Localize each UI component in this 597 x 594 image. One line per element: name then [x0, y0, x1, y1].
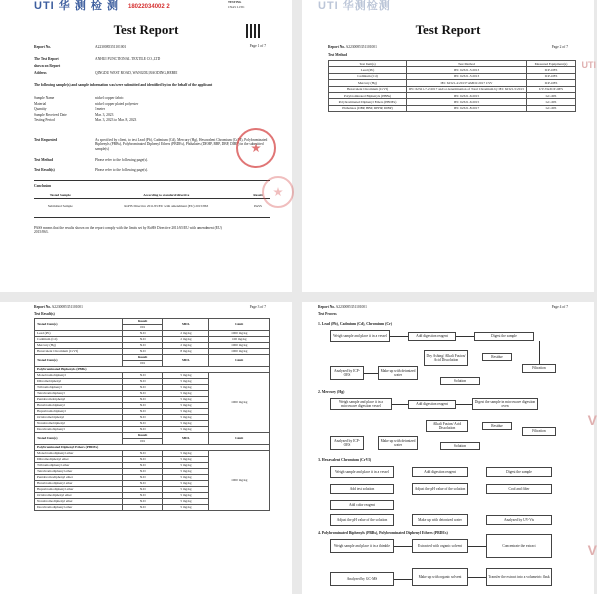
table-cell: N.D	[123, 403, 163, 409]
report-no-line	[318, 305, 367, 309]
report-page-4	[302, 302, 597, 594]
table-cell: 1000 mg/kg	[209, 349, 270, 355]
flow-box: Make up with deionized water	[378, 436, 418, 450]
table-cell: 8 mg/kg	[163, 349, 209, 355]
flow-box: Weigh sample and place it in a vessel	[330, 330, 390, 342]
sample-value: Mar. 3, 2023 to Mar. 8, 2023	[95, 118, 137, 123]
table-cell: N.D	[123, 505, 163, 511]
flow-arrow	[456, 404, 472, 405]
report-no-line	[328, 45, 377, 49]
table-cell: Phthalates (DBP, BBP, DEHP, DIBP)	[329, 105, 407, 111]
table-cell: 5 mg/kg	[163, 463, 209, 469]
report-no-line	[34, 305, 83, 309]
table-cell: Polybrominated Biphenyls (PBBs)	[329, 92, 407, 98]
table-cell: GC-MS	[527, 105, 576, 111]
col-header-mdl: MDL	[163, 355, 209, 367]
sample-value: 1meter	[95, 107, 105, 112]
table-cell: Cadmium (Cd)	[329, 73, 407, 79]
table-cell: N.D	[123, 415, 163, 421]
results-table	[34, 318, 270, 511]
table-cell: Hexavalent Chromium (CrVI)	[329, 86, 407, 92]
watermark-edge: V	[587, 542, 597, 558]
table-cell: 5 mg/kg	[163, 475, 209, 481]
sample-label: Quantity	[34, 107, 47, 112]
table-cell: Tetrabromobiphenyl	[35, 391, 123, 397]
page-number: Page 3 of 7	[249, 305, 266, 309]
test-requested-text: As specified by client, to test Lead (Pb), Cadmium (Cd), Mercury (Hg), Hexavalent Chromium (CrVI), Polybrominated Biphenyls (PBBs), Polybrominated Diphenyl Ethers (PBDEs), Phthalates (DEHP, BBP, DBP, DIBP) in the submitted sample(s)	[95, 138, 268, 151]
table-cell: 100 mg/kg	[209, 337, 270, 343]
flow-box: Digest the sample	[474, 332, 534, 341]
table-cell: 5 mg/kg	[163, 427, 209, 433]
field-value: ANHUI FUNCTIONAL TEXTILE CO.,LTD	[95, 57, 161, 61]
flow-arrow	[364, 373, 378, 374]
table-cell: Cadmium (Cd)	[35, 337, 123, 343]
table-cell: N.D	[123, 481, 163, 487]
table-cell: 1000 mg/kg	[209, 373, 270, 433]
flow-box: Analyzed by ICP-OES	[330, 436, 364, 450]
table-cell: Nonabromodiphenyl ether	[35, 499, 123, 505]
col-header-result: Result	[123, 355, 163, 361]
table-cell: Tetrabromodiphenyl ether	[35, 469, 123, 475]
process-heading-3: 3. Hexavalent Chromium (CrVI)	[318, 458, 372, 462]
cnas-mark: CNAS L1351	[228, 5, 245, 9]
conclusion-header: Tested Sample	[49, 192, 71, 197]
table-cell: N.D	[123, 457, 163, 463]
flow-box: Analyzed by GC-MS	[330, 572, 394, 586]
flow-box: Solution	[440, 377, 480, 385]
table-cell: Dibromodiphenyl ether	[35, 457, 123, 463]
table-cell: 5 mg/kg	[163, 391, 209, 397]
table-cell: GC-MS	[527, 92, 576, 98]
col-header-mdl: MDL	[163, 433, 209, 445]
flow-box: Solution	[440, 442, 480, 450]
table-cell: N.D	[123, 343, 163, 349]
table-cell: N.D	[123, 391, 163, 397]
table-cell: 5 mg/kg	[163, 499, 209, 505]
flow-box: Make up with organic solvent	[412, 568, 468, 586]
flow-box: Alkali Fusion/ Acid Dissolution	[426, 420, 468, 432]
test-method-table	[328, 60, 576, 112]
table-cell: N.D	[123, 385, 163, 391]
table-cell: Tribromobiphenyl	[35, 385, 123, 391]
conclusion-header: According to standard/directive	[143, 192, 190, 197]
test-requested-label: Test Requested	[34, 138, 58, 142]
table-cell: 5 mg/kg	[163, 403, 209, 409]
conclusion-cell: Submitted Sample	[47, 203, 73, 208]
table-cell: 5 mg/kg	[163, 487, 209, 493]
flow-box: Add test solution	[330, 484, 394, 494]
table-cell: ICP-OES	[527, 73, 576, 79]
col-header-limit: Limit	[209, 433, 270, 445]
col-header-result: Result	[123, 433, 163, 439]
field-label: Address	[34, 71, 47, 75]
flow-box: Weigh sample and place it in a vessel	[330, 466, 394, 478]
report-no-value: A2230085351101001	[345, 45, 377, 49]
col-header-result: Result	[123, 319, 163, 325]
table-cell: 2 mg/kg	[163, 337, 209, 343]
table-cell: N.D	[123, 331, 163, 337]
brand-logo: UTI 华 测 检 测	[34, 0, 119, 12]
table-cell: Monobromodiphenyl ether	[35, 451, 123, 457]
page-number: Page 2 of 7	[551, 45, 568, 49]
report-no-value: A2230085351101001	[51, 305, 83, 309]
flow-arrow	[392, 404, 408, 405]
table-cell: N.D	[123, 487, 163, 493]
flow-box: Add digestion reagent	[408, 400, 456, 409]
table-cell: 5 mg/kg	[163, 385, 209, 391]
table-cell: IEC 62321-6:2015	[407, 99, 527, 105]
table-cell: N.D	[123, 451, 163, 457]
col-header-sample: 001	[123, 361, 163, 367]
field-value: A2230085351101001	[95, 45, 127, 49]
flow-box: Filtration	[522, 364, 556, 373]
field-label: Report No.	[34, 45, 51, 49]
table-row	[329, 105, 576, 111]
divider	[34, 180, 270, 181]
conclusion-cell: RoHS Directive 2011/65/EU with amendment (EU) 2015/863	[124, 203, 209, 208]
table-cell: 5 mg/kg	[163, 469, 209, 475]
table-cell: IEC 62321-7-2:2017 and/or determination of Total Chromium by IEC 62321-5:2013	[407, 86, 527, 92]
table-cell: 5 mg/kg	[163, 505, 209, 511]
flow-box: Transfer the extract into a volumetric flask	[486, 568, 552, 586]
test-method-label: Test Method	[34, 158, 54, 162]
process-heading-1: 1. Lead (Pb), Cadmium (Cd), Chromium (Cr)	[318, 322, 393, 326]
table-cell: Lead (Pb)	[329, 67, 407, 73]
flow-arrow	[539, 341, 540, 364]
flow-box: Adjust the pH value of the solution	[330, 514, 394, 526]
sample-label: Sample Name	[34, 96, 55, 100]
table-cell: 5 mg/kg	[163, 415, 209, 421]
table-cell: N.D	[123, 475, 163, 481]
table-cell: N.D	[123, 469, 163, 475]
sample-value: nickel copper fabric	[95, 96, 124, 100]
flow-box: Adjust the pH value of the solution	[412, 483, 468, 495]
conclusion-label: Conclusion	[34, 184, 52, 188]
process-heading-4: 4. Polybrominated Biphenyls (PBBs), Polybrominated Diphenyl Ethers (PBDEs)	[318, 531, 448, 535]
table-cell: N.D	[123, 379, 163, 385]
pass-note: PASS means that the results shown on the report comply with the limits set by RoHS Directive 2011/65/EU with amendment (EU) 2015/863.	[34, 226, 222, 235]
report-no-value: A2230085351101001	[335, 305, 367, 309]
table-header: Measured Equipment(s)	[527, 61, 576, 67]
report-page-3	[0, 302, 292, 594]
table-cell: Hexavalent Chromium (CrVI)	[35, 349, 123, 355]
table-cell: Pentabromodiphenyl ether	[35, 475, 123, 481]
table-cell: N.D	[123, 499, 163, 505]
table-cell: 5 mg/kg	[163, 481, 209, 487]
flow-arrow	[456, 336, 474, 337]
col-header-sample: 001	[123, 325, 163, 331]
sample-label: Material	[34, 101, 47, 106]
table-cell: IEC 62321-4:2013+AMD1:2017 CSV	[407, 80, 527, 86]
table-cell: UV-Vis/ICP-OES	[527, 86, 576, 92]
table-cell: Pentabromobiphenyl	[35, 397, 123, 403]
col-header-item: Tested Item(s)	[35, 319, 123, 331]
table-cell: ICP-OES	[527, 80, 576, 86]
table-cell: N.D	[123, 409, 163, 415]
test-results-label: Test Result(s)	[34, 168, 55, 172]
section-title: Test Method	[328, 53, 348, 57]
table-cell: N.D	[123, 397, 163, 403]
table-cell: 5 mg/kg	[163, 451, 209, 457]
col-header-limit: Limit	[209, 319, 270, 331]
table-cell: Hexabromodiphenyl ether	[35, 481, 123, 487]
table-cell: Heptabromodiphenyl ether	[35, 487, 123, 493]
conclusion-header: Result	[253, 192, 263, 197]
flow-arrow	[468, 577, 486, 578]
flow-box: Weigh sample and place it in a thimble	[330, 539, 394, 553]
brand-logo: UTI 华测检测	[318, 0, 391, 12]
report-page-2	[302, 0, 594, 292]
table-cell: IEC 62321-5:2013	[407, 73, 527, 79]
flow-arrow	[468, 546, 486, 547]
sample-value: Mar. 3, 2023	[95, 112, 114, 117]
report-no-label: Report No.	[318, 305, 335, 309]
flow-box: Add digestion reagent	[412, 467, 468, 477]
table-cell: 5 mg/kg	[163, 493, 209, 499]
table-cell: Monobromobiphenyl	[35, 373, 123, 379]
applicant-note: The following sample(s) and sample information was/were submitted and identified by/on the behalf of the applicant	[34, 83, 213, 87]
table-header: Test Item(s)	[329, 61, 407, 67]
flow-box: Weigh sample and place it in a microwave digestion vessel	[330, 398, 392, 410]
test-method-text: Please refer to the following page(s).	[95, 158, 149, 162]
flow-box: Cool and filter	[486, 484, 552, 494]
col-header-item: Tested Item(s)	[35, 433, 123, 445]
flow-box: Digest the sample in microwave digestion oven	[472, 398, 538, 410]
table-cell: 1000 mg/kg	[209, 343, 270, 349]
test-results-text: Please refer to the following page(s).	[95, 168, 149, 172]
phone-banner: 18022034002 2	[128, 4, 170, 10]
table-cell: Dibromobiphenyl	[35, 379, 123, 385]
field-value: QINGDU WEST ROAD, WANGDU,BAODING,HEBEI	[95, 71, 178, 75]
table-cell: 5 mg/kg	[163, 457, 209, 463]
sample-label: Sample Received Date	[34, 112, 67, 117]
flow-arrow	[394, 579, 412, 580]
group-title: Polybrominated Biphenyls (PBBs)	[35, 367, 270, 373]
flow-box: Dry Ashing/ Alkali Fusion/ Acid Dissolution	[424, 350, 468, 366]
table-cell: Polybrominated Diphenyl Ethers (PBDEs)	[329, 99, 407, 105]
divider	[34, 217, 270, 218]
table-cell: 2 mg/kg	[163, 331, 209, 337]
testing-mark: TESTING	[228, 0, 242, 4]
page-number: Page 1 of 7	[249, 44, 266, 48]
field-label: shown on Report	[34, 64, 61, 68]
sample-value: nickel copper plated polyester	[95, 101, 139, 106]
col-header-limit: Limit	[209, 355, 270, 367]
flow-arrow	[394, 546, 412, 547]
table-cell: 1000 mg/kg	[209, 331, 270, 337]
table-cell: IEC 62321-5:2013	[407, 67, 527, 73]
table-cell: Mercury (Hg)	[329, 80, 407, 86]
page-number: Page 4 of 7	[551, 305, 568, 309]
section-title: Test Process	[318, 312, 337, 316]
flow-box: Residue	[482, 422, 512, 430]
flow-box: Residue	[482, 353, 512, 361]
watermark-edge: V	[587, 412, 597, 428]
table-cell: IEC 62321-6:2015	[407, 92, 527, 98]
conclusion-table	[34, 192, 270, 212]
table-cell: Decabromodiphenyl ether	[35, 505, 123, 511]
flow-box: Add digestion reagent	[408, 332, 456, 341]
col-header-mdl: MDL	[163, 319, 209, 331]
flow-box: Make up with deionized water	[412, 514, 468, 526]
table-cell: Mercury (Hg)	[35, 343, 123, 349]
table-cell: N.D	[123, 421, 163, 427]
table-cell: Heptabromobiphenyl	[35, 409, 123, 415]
flow-box: Analyzed by ICP-OES	[330, 366, 364, 380]
table-cell: Nonabromobiphenyl	[35, 421, 123, 427]
table-cell: 5 mg/kg	[163, 379, 209, 385]
page-title: Test Report	[113, 22, 179, 37]
report-no-label: Report No.	[328, 45, 345, 49]
table-cell: 5 mg/kg	[163, 409, 209, 415]
page-title: Test Report	[415, 22, 481, 37]
table-cell: 5 mg/kg	[163, 397, 209, 403]
flow-box: Add color reagent	[330, 500, 394, 510]
table-cell: 5 mg/kg	[163, 373, 209, 379]
table-header: Test Method	[407, 61, 527, 67]
table-cell: N.D	[123, 427, 163, 433]
flow-box: Analyzed by UV-Vis	[486, 515, 552, 525]
company-seal	[262, 176, 294, 208]
table-cell: IEC 62321-8:2017	[407, 105, 527, 111]
flow-box: Concentrate the extract	[486, 534, 552, 558]
table-cell: Hexabromobiphenyl	[35, 403, 123, 409]
sample-label: Testing Period	[34, 118, 55, 123]
table-cell: Tribromodiphenyl ether	[35, 463, 123, 469]
table-cell: N.D	[123, 337, 163, 343]
table-cell: N.D	[123, 373, 163, 379]
flow-box: Make up with deionized water	[378, 366, 418, 380]
company-seal	[236, 128, 276, 168]
report-page-1	[0, 0, 292, 292]
table-cell: N.D	[123, 349, 163, 355]
section-title: Test Result(s)	[34, 312, 55, 316]
table-cell: Decabromobiphenyl	[35, 427, 123, 433]
flow-box: Filtration	[522, 427, 556, 436]
table-cell: N.D	[123, 463, 163, 469]
table-cell: Lead (Pb)	[35, 331, 123, 337]
table-cell: Octabromobiphenyl	[35, 415, 123, 421]
watermark-edge: UTI	[581, 60, 596, 70]
flow-box: Extracted with organic solvent	[412, 539, 468, 553]
qr-code	[246, 24, 260, 38]
flow-box: Digest the sample	[486, 467, 552, 477]
col-header-sample: 001	[123, 439, 163, 445]
col-header-item: Tested Item(s)	[35, 355, 123, 367]
table-cell: 2 mg/kg	[163, 343, 209, 349]
table-cell: ICP-OES	[527, 67, 576, 73]
table-cell: Octabromodiphenyl ether	[35, 493, 123, 499]
table-cell: N.D	[123, 493, 163, 499]
table-cell: GC-MS	[527, 99, 576, 105]
field-label: The Test Report	[34, 57, 59, 61]
flow-arrow	[390, 336, 408, 337]
group-title: Polybrominated Diphenyl Ethers (PBDEs)	[35, 445, 270, 451]
conclusion-cell: PASS	[254, 203, 262, 208]
process-heading-2: 2. Mercury (Hg)	[318, 390, 345, 394]
table-cell: 5 mg/kg	[163, 421, 209, 427]
report-no-label: Report No.	[34, 305, 51, 309]
table-cell: 1000 mg/kg	[209, 451, 270, 511]
